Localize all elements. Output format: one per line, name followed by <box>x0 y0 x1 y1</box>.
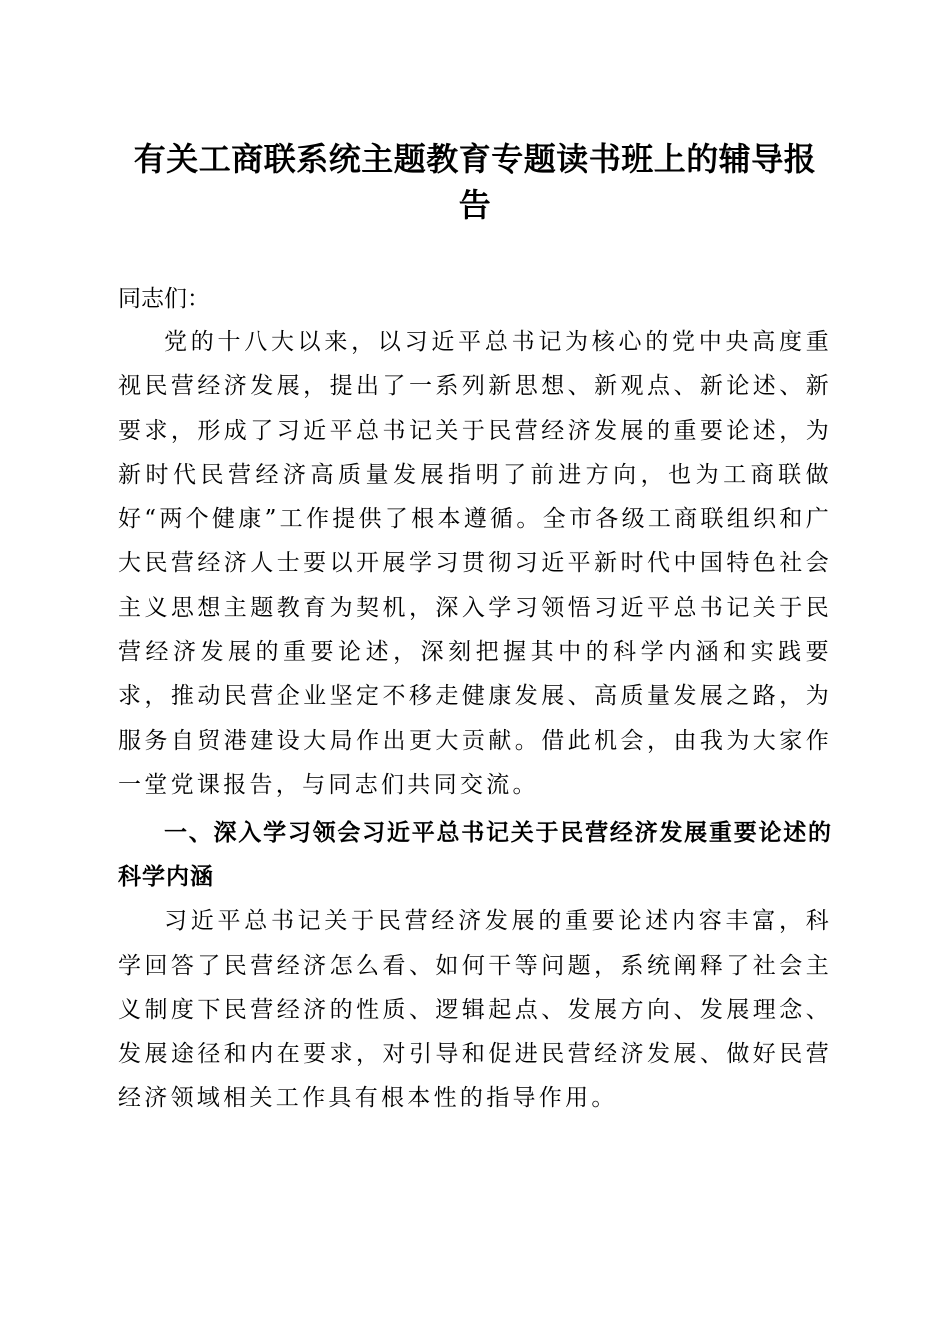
salutation: 同志们： <box>118 286 210 312</box>
document-body <box>118 278 832 1121</box>
intro-paragraph: 党的十八大以来，以习近平总书记为核心的党中央高度重视民营经济发展，提出了一系列新思想、新观点、新论述、新要求，形成了习近平总书记关于民营经济发展的重要论述，为新时代民营经济高质量发展指明了前进方向，也为工商联做好“两个健康”工作提供了根本遵循。全市各级工商联组织和广大民营经济人士要以开展学习贯彻习近平新时代中国特色社会主义思想主题教育为契机，深入学习领悟习近平总书记关于民营经济发展的重要论述，深刻把握其中的科学内涵和实践要求，推动民营企业坚定不移走健康发展、高质量发展之路，为服务自贸港建设大局作出更大贡献。借此机会，由我为大家作一堂党课报告，与同志们共同交流。 <box>118 329 832 798</box>
section-heading-1: 一、深入学习领会习近平总书记关于民营经济发展重要论述的科学内涵 <box>118 820 832 891</box>
document-title: 有关工商联系统主题教育专题读书班上的辅导报告 <box>133 140 817 224</box>
section-paragraph: 习近平总书记关于民营经济发展的重要论述内容丰富，科学回答了民营经济怎么看、如何干等问题，系统阐释了社会主义制度下民营经济的性质、逻辑起点、发展方向、发展理念、发展途径和内在要求，对引导和促进民营经济发展、做好民营经济领域相关工作具有根本性的指导作用。 <box>118 908 832 1112</box>
